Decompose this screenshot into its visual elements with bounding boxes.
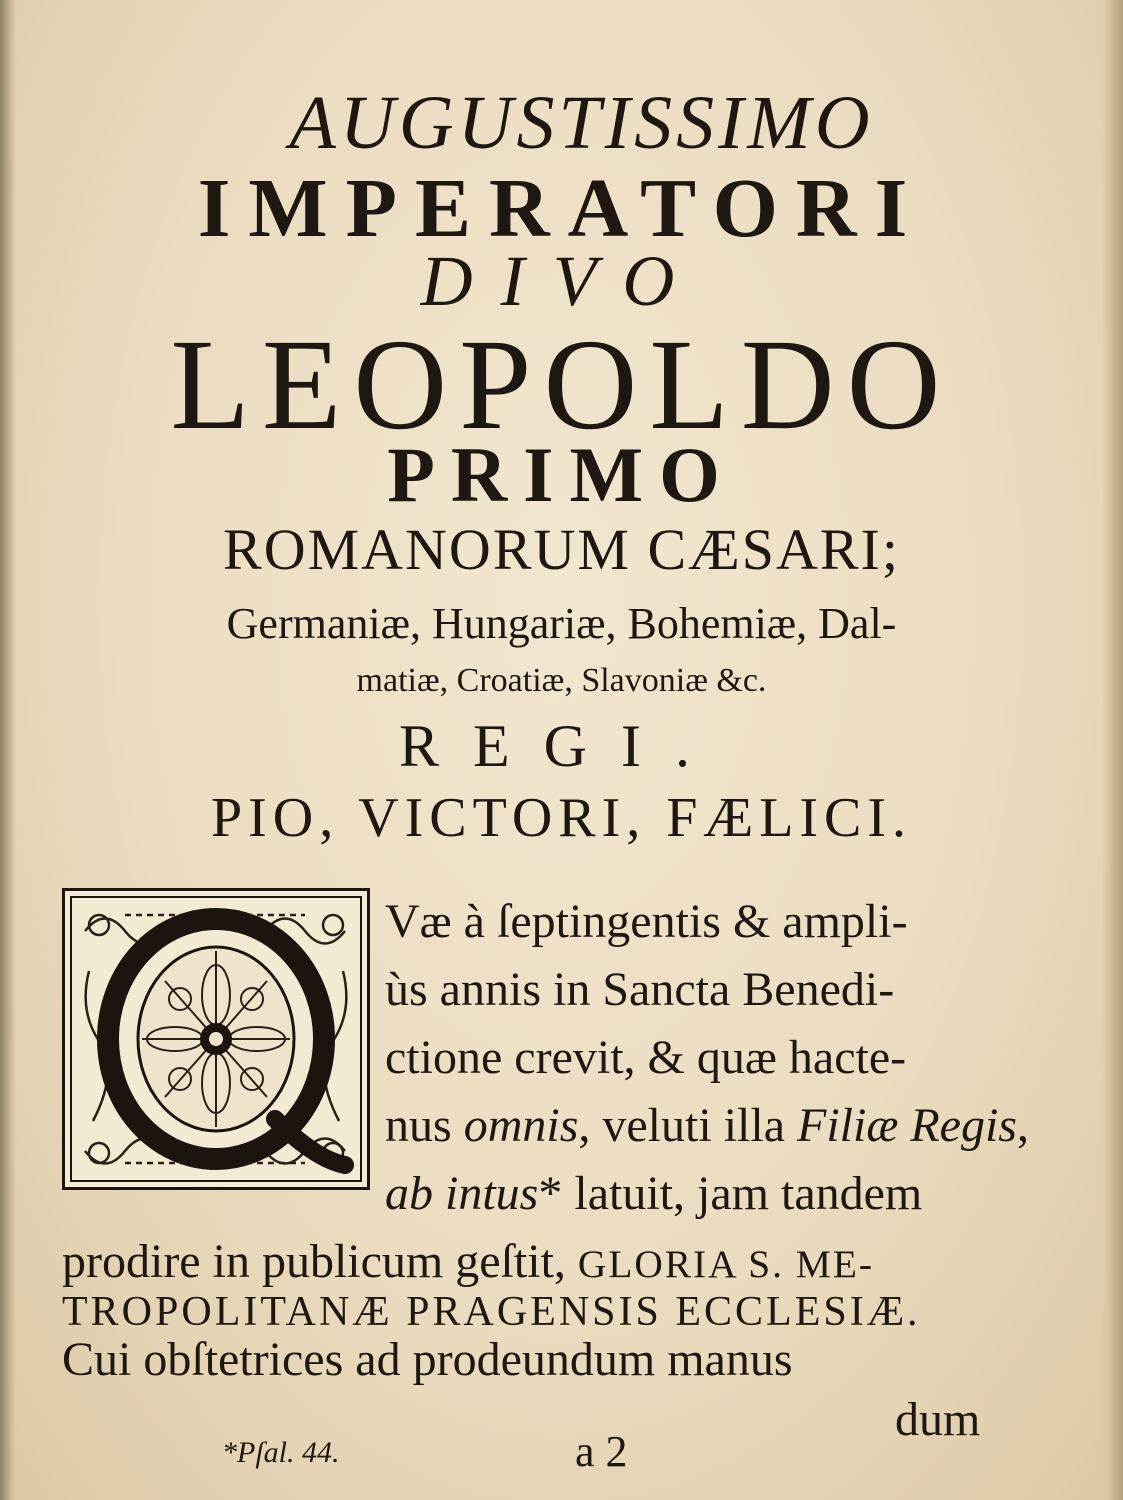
dedication-line-regi: REGI. — [399, 713, 724, 779]
footnote: *Pſal. 44. — [222, 1436, 340, 1469]
signature-mark: a 2 — [575, 1427, 628, 1476]
body-line — [385, 1166, 922, 1221]
body-line: TROPOLITANÆ PRAGENSIS ECCLESIÆ. — [62, 1289, 921, 1335]
body-line: ùs annis in Sancta Benedi- — [385, 963, 895, 1016]
body-italic-text: omnis — [463, 1099, 579, 1152]
dedication-line-augustissimo: AUGUSTISSIMO — [289, 81, 874, 165]
dedication-line-matiae: matiæ, Croatiæ, Slavoniæ &c. — [356, 662, 767, 699]
dedication-line-germaniae: Germaniæ, Hungariæ, Bohemiæ, Dal- — [226, 599, 897, 648]
body-italic-text: ab intus — [385, 1167, 539, 1220]
dedication-line-primo: PRIMO — [387, 431, 736, 518]
body-line: Cui obſtetrices ad prodeundum manus — [62, 1333, 793, 1386]
ornamental-drop-cap — [62, 888, 370, 1190]
body-line: Væ à ſeptingentis & ampli- — [385, 895, 908, 948]
dedication-line-leopoldo: LEOPOLDO — [170, 313, 953, 457]
body-text: nus — [385, 1099, 464, 1152]
body-line: ctione crevit, & quæ hacte- — [385, 1031, 907, 1084]
body-line — [62, 1234, 874, 1289]
body-italic-text: Filiæ Regis — [797, 1099, 1017, 1152]
body-text: , — [1016, 1099, 1029, 1152]
body-text: * latuit, jam tandem — [538, 1167, 923, 1220]
catchword: dum — [895, 1393, 981, 1446]
body-smallcaps-text: GLORIA S. ME- — [577, 1242, 874, 1286]
drop-cap-ornament — [65, 891, 367, 1187]
dedication-line-imperatori: IMPERATORI — [197, 162, 926, 255]
dedication-line-romanorum: ROMANORUM CÆSARI; — [223, 517, 900, 582]
body-line — [385, 1098, 1029, 1153]
body-text: , veluti illa — [578, 1099, 797, 1152]
dedication-line-divo: DIVO — [420, 241, 703, 321]
dedication-line-pio: PIO, VICTORI, FÆLICI. — [210, 787, 913, 849]
drop-cap-letter: Q — [215, 1176, 217, 1177]
body-text: prodire in publicum geſtit, — [62, 1235, 578, 1288]
